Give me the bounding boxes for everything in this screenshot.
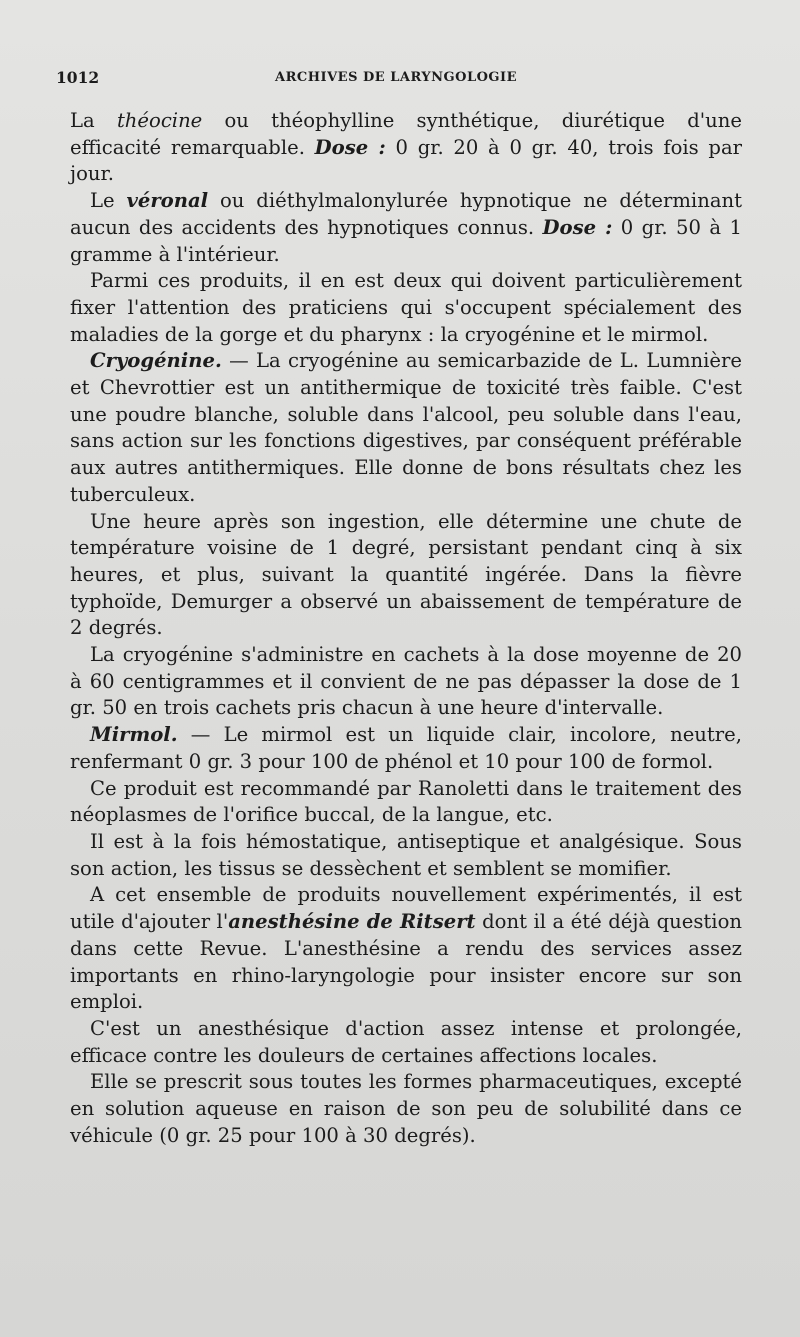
paragraph-anesthesine-forms: Elle se prescrit sous toutes les formes pharmaceutiques, excepté en solution aqueuse en raison de son peu de solubilité dans ce véhicule (0 gr. 25 pour 100 à 30 degrés). xyxy=(70,1070,742,1147)
page-header xyxy=(56,68,736,92)
paragraph-mirmol xyxy=(70,722,742,775)
drug-name-veronal: véronal xyxy=(126,189,209,213)
page-number: 1012 xyxy=(56,68,100,87)
text-run: Le xyxy=(90,189,127,213)
paragraph-anesthesine-action: C'est un anesthésique d'action assez intense et prolongée, efficace contre les douleurs de certaines affections locales. xyxy=(70,1016,742,1067)
paragraph-theocine xyxy=(70,108,742,188)
running-title: ARCHIVES DE LARYNGOLOGIE xyxy=(275,70,517,85)
paragraph-intro-products: Parmi ces produits, il en est deux qui doivent particulièrement fixer l'attention des praticiens qui s'occupent spécialement des maladies de la gorge et du pharynx : la cryogénine et le mirmol. xyxy=(70,269,742,346)
paragraph-cryogenine-dosage: La cryogénine s'administre en cachets à la dose moyenne de 20 à 60 centigrammes et il convient de ne pas dépasser la dose de 1 gr. 50 en trois cachets pris chacun à une heure d'intervalle. xyxy=(70,643,742,720)
body-text xyxy=(70,108,742,1149)
text-run: ou théophylline synthétique, diurétique d'une efficacité remarquable. xyxy=(70,109,743,159)
text-run: dont il a été déjà question dans cette Revue. L'anesthésine a rendu des services assez importants en rhino-laryngologie pour insister encore sur son emploi. xyxy=(70,910,742,1014)
drug-name-theocine: théocine xyxy=(116,109,203,132)
text-run: 0 gr. 20 à 0 gr. 40, trois fois par jour. xyxy=(70,135,742,186)
paragraph-mirmol-use: Ce produit est recommandé par Ranoletti dans le traitement des néoplasmes de l'orifice buccal, de la langue, etc. xyxy=(70,776,742,827)
paragraph-anesthesine xyxy=(70,882,742,1016)
text-run: La xyxy=(70,109,117,132)
text-run: — La cryogénine au semicarbazide de L. Lumnière et Chevrottier est un antithermique de toxicité très faible. C'est une poudre blanche, soluble dans l'alcool, peu soluble dans l'eau, sans action sur les fonctions digestives, par conséquent préférable aux autres antithermiques. Elle donne de bons résultats chez les tuberculeux. xyxy=(70,349,742,506)
drug-name-anesthesine: anesthésine de Ritsert xyxy=(228,910,476,934)
text-run: 0 gr. 50 à 1 gramme à l'intérieur. xyxy=(70,215,742,266)
section-heading-mirmol: Mirmol. xyxy=(90,723,178,747)
paragraph-cryogenine xyxy=(70,348,742,508)
dose-label: Dose : xyxy=(314,135,386,159)
paragraph-veronal xyxy=(70,188,742,268)
text-run: ou diéthylmalonylurée hypnotique ne déterminant aucun des accidents des hypnotiques connus. xyxy=(70,189,742,239)
paragraph-mirmol-properties: Il est à la fois hémostatique, antiseptique et analgésique. Sous son action, les tissus se dessèchent et semblent se momifier. xyxy=(70,829,742,880)
text-run: A cet ensemble de produits nouvellement expérimentés, il est utile d'ajouter l' xyxy=(70,883,742,934)
dose-label: Dose : xyxy=(542,215,613,239)
section-heading-cryogenine: Cryogénine. xyxy=(90,349,222,373)
text-run: — Le mirmol est un liquide clair, incolore, neutre, renfermant 0 gr. 3 pour 100 de phénol et 10 pour 100 de formol. xyxy=(70,723,742,773)
paragraph-cryogenine-effect: Une heure après son ingestion, elle détermine une chute de température voisine de 1 degré, persistant pendant cinq à six heures, et plus, suivant la quantité ingérée. Dans la fièvre typhoïde, Demurger a observé un abaissement de température de 2 degrés. xyxy=(70,509,742,640)
